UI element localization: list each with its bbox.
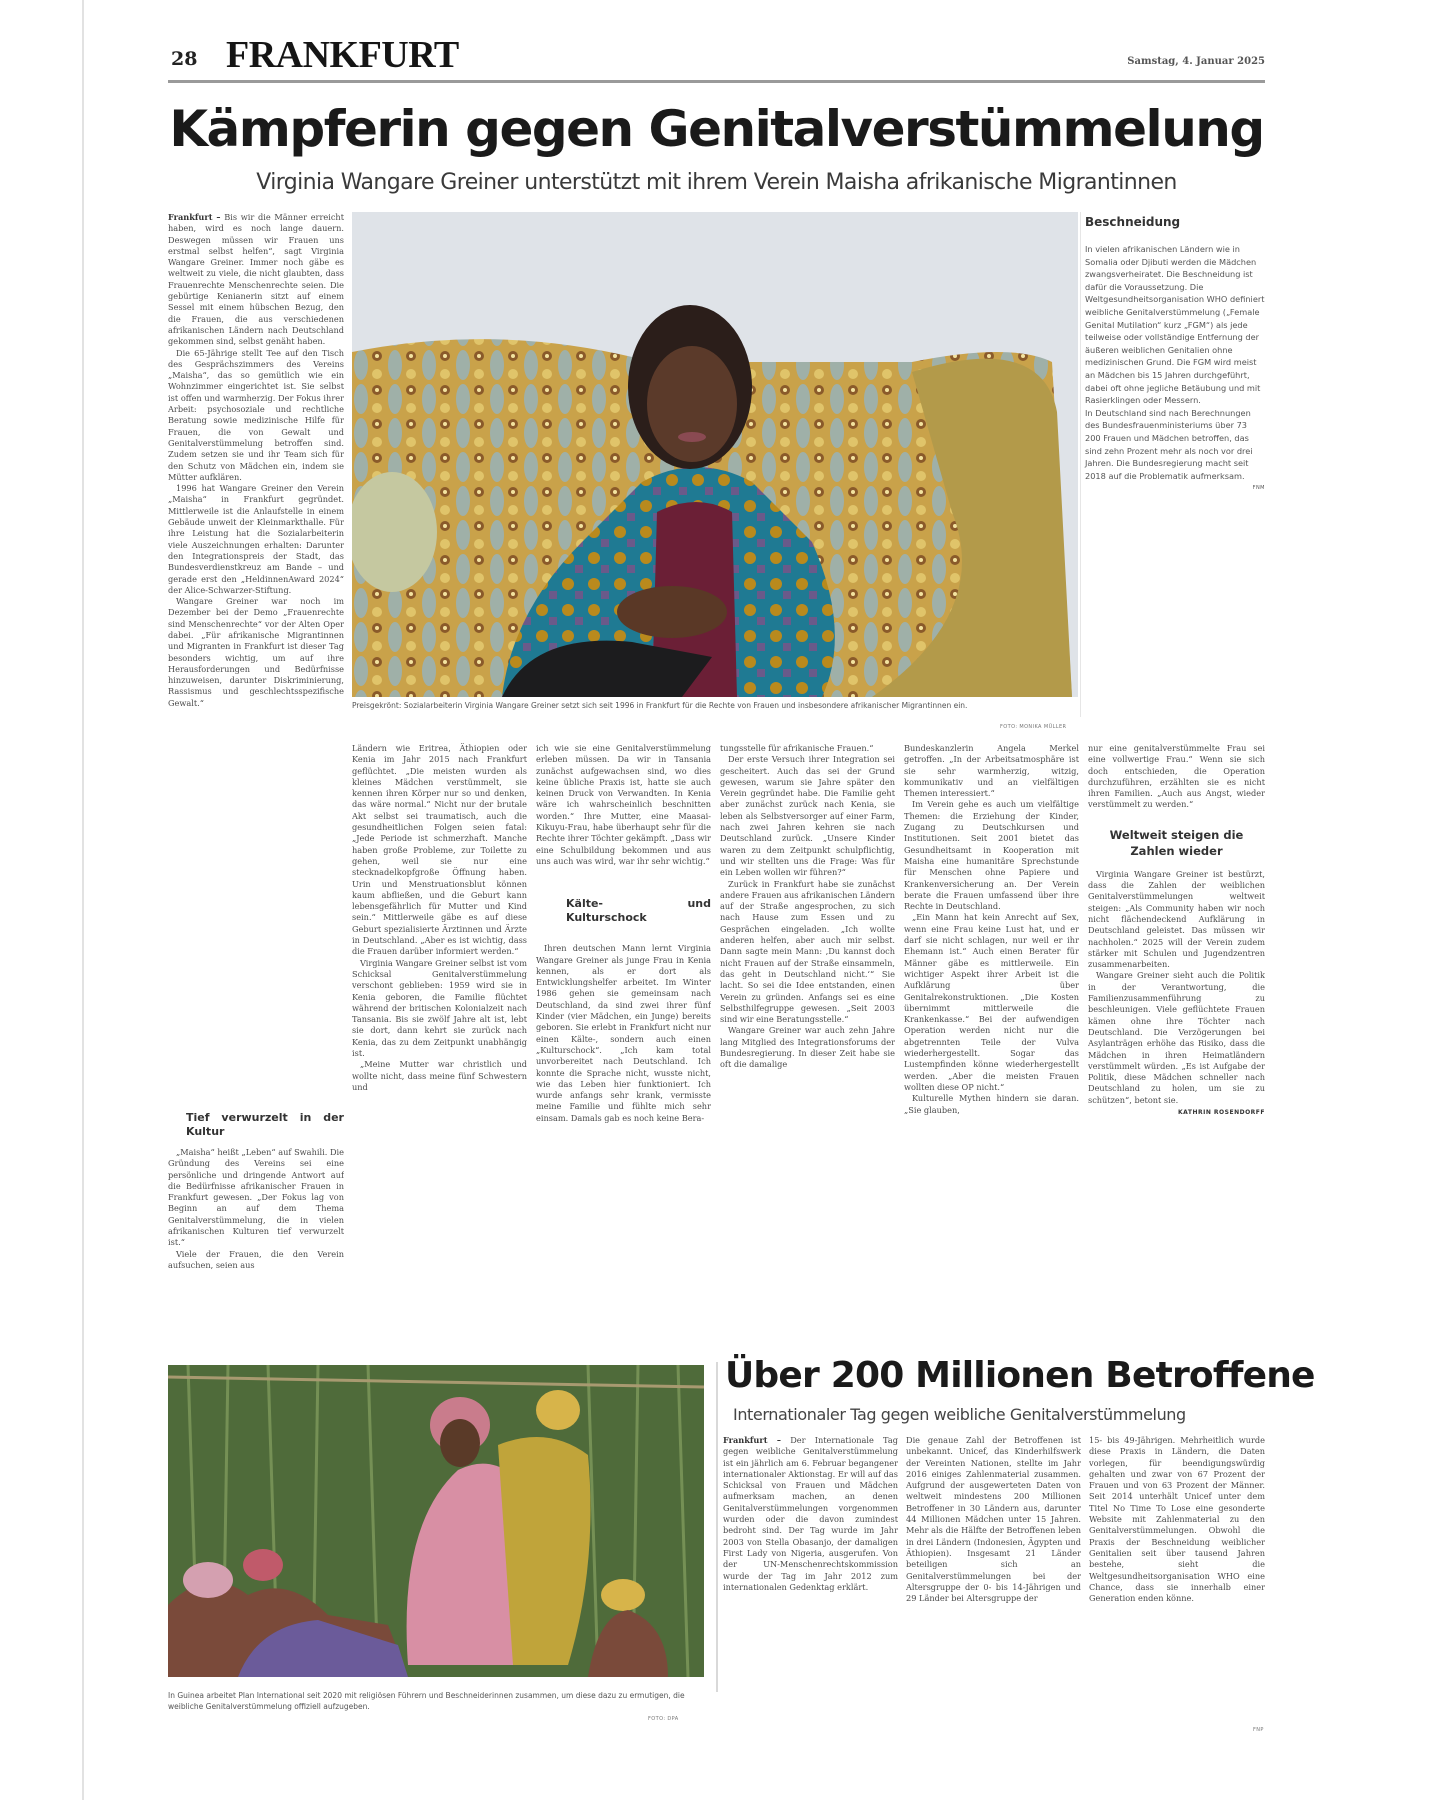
portrait-photo-caption: Preisgekrönt: Sozialarbeiterin Virginia Wangare Greiner setzt sich seit 1996 in Frankfurt für die Rechte von Frauen und insbesondere afrikanischer Migrantinnen ein. [352, 701, 968, 710]
section-title: FRANKFURT [226, 34, 459, 76]
article-headline: Kämpferin gegen Genitalverstümmelung [169, 100, 1264, 158]
info-box-paragraph: In vielen afrikanischen Ländern wie in Somalia oder Djibuti werden die Mädchen zwangsverheiratet. Die Beschneidung ist dafür die Voraussetzung. Die Weltgesundheitsorganisation WHO definiert weibliche Genitalverstümmelung („Female Genital Mutilation“ kurz „FGM“) als jede teilweise oder vollständige Entfernung der äußeren weiblichen Genitalien ohne medizinischen Grund. Die FGM wird meist an Mädchen bis 15 Jahren durchgeführt, dabei oft ohne jegliche Betäubung und mit Rasierklingen oder Messern. [1085, 244, 1265, 406]
article-paragraph: Kulturelle Mythen hindern sie daran. „Sie glauben, [904, 1093, 1079, 1115]
guinea-photo-caption: In Guinea arbeitet Plan International seit 2020 mit religiösen Führern und Beschneiderinnen zusammen, um diese dazu zu ermutigen, die weibliche Genitalverstümmelung offiziell aufzugeben. [168, 1691, 685, 1711]
secondary-paragraph: Die genaue Zahl der Betroffenen ist unbekannt. Unicef, das Kinderhilfswerk der Vereinten Nationen, stellte im Jahr 2016 einiges Zahlenmaterial zusammen. Aufgrund der ausgewerteten Daten von weltweit mindestens 200 Millionen Betroffener in 30 Ländern aus, darunter 44 Millionen Mädchen unter 15 Jahren. Mehr als die Hälfte der Betroffenen leben in drei Ländern (Indonesien, Ägypten und Äthiopien). Insgesamt 21 Länder beteiligen sich an Genitalverstümmelungen bei der Altersgruppe der 0- bis 14-Jährigen und 29 Länder bei Altersgruppe der [906, 1435, 1081, 1604]
article-paragraph: 1996 hat Wangare Greiner den Verein „Maisha“ in Frankfurt gegründet. Mittlerweile ist die Anlaufstelle in einem Gebäude unweit der Kleinmarkthalle. Für ihre Leistung hat die Sozialarbeiterin viele Auszeichnungen erhalten: Darunter den Integrationspreis der Stadt, das Bundesverdienstkreuz am Bande – und gerade erst den „HeldinnenAward 2024“ der Alice-Schwarzer-Stiftung. [168, 483, 344, 595]
portrait-photo-credit: FOTO: MONIKA MÜLLER [1000, 724, 1067, 730]
article-lead-paragraph: Frankfurt – Bis wir die Männer erreicht haben, wird es noch lange dauern. Deswegen müssen wir Frauen uns erstmal selbst helfen“, sagt Virginia Wangare Greiner. Immer noch gäbe es weltweit zu viele, die nicht glaubten, dass Frauenrechte Menschenrechte seien. Die gebürtige Kenianerin sitzt auf einem Sessel mit einem hübschen Bezug, den die Frauen, die aus verschiedenen afrikanischen Ländern nach Deutschland gekommen sind, selbst genäht haben. [168, 212, 344, 347]
article-column-2 [352, 743, 527, 1333]
article-paragraph: Ländern wie Eritrea, Äthiopien oder Kenia im Jahr 2015 nach Frankfurt geflüchtet. „Die meisten wurden als kleines Mädchen verstümmelt, sie kennen ihren Körper nur so und denken, das wäre normal.“ Nicht nur der brutale Akt selbst sei traumatisch, auch die gesundheitlichen Folgen seien fatal: „Jede Periode ist schmerzhaft. Manche haben große Probleme, zur Toilette zu gehen, weil sie nur eine stecknadelkopfgroße Öffnung haben. Urin und Menstruationsblut können kaum abfließen, und die Geburt kann lebensgefährlich für Mutter und Kind sein.“ Mittlerweile gäbe es auf diese Geburt spezialisierte Ärztinnen und Ärzte in Deutschland. „Aber es ist wichtig, dass die Frauen darüber informiert werden.“ [352, 743, 527, 957]
article-paragraph: Virginia Wangare Greiner selbst ist vom Schicksal Genitalverstümmelung verschont geblieben: 1959 wird sie in Kenia geboren, die Familie flüchtet während der britischen Kolonialzeit nach Tansania. Bis sie zwölf Jahre alt ist, lebt sie dort, dann kehrt sie zurück nach Kenia, das zu dem Zeitpunkt unabhängig ist. [352, 957, 527, 1059]
article-column-3 [536, 743, 711, 1333]
article-paragraph: „Ein Mann hat kein Anrecht auf Sex, wenn eine Frau keine Lust hat, und er darf sie nicht schlagen, nur weil er ihr Ehemann ist.“ Auch einen Berater für Männer gäbe es mittlerweile. Ein wichtiger Aspekt ihrer Arbeit ist die Aufklärung über Genitalrekonstruktionen. „Die Kosten übernimmt mittlerweile die Krankenkasse.“ Bei der aufwendigen Operation werden nicht nur die abgetrennten Teile der Vulva wiederhergestellt. Sogar das Lustempfinden könne wiederhergestellt werden. „Aber die meisten Frauen wollten diese OP nicht.“ [904, 912, 1079, 1092]
guinea-photo-image [168, 1365, 704, 1677]
portrait-photo [352, 212, 1078, 697]
article-paragraph: Zurück in Frankfurt habe sie zunächst andere Frauen aus afrikanischen Ländern auf der Straße angesprochen, zu sich nach Hause zum Essen und zu Gesprächen eingeladen. „Ich wollte anderen helfen, aber auch mir selbst. Dann sagte mein Mann: ‚Du kannst doch nicht Frauen auf der Straße einsammeln, das geht in Deutschland nicht.‘“ Sie lacht. So sei die Idee entstanden, einen Verein zu gründen. Anfangs sei es eine Selbsthilfegruppe gewesen. „Seit 2003 sind wir eine Beratungsstelle.“ [720, 878, 895, 1025]
page-number: 28 [171, 48, 198, 70]
article-paragraph: Im Verein gehe es auch um vielfältige Themen: die Erziehung der Kinder, Zugang zu Deutschkursen und Institutionen. Seit 2001 bietet das Gesundheitsamt in Kooperation mit Maisha eine humanitäre Sprechstunde für Menschen ohne Papiere und Krankenversicherung an. Der Verein berate die Frauen umfassend über ihre Rechte in Deutschland. [904, 799, 1079, 912]
article-paragraph: tungsstelle für afrikanische Frauen.“ [720, 743, 874, 753]
article-paragraph: Der erste Versuch ihrer Integration sei gescheitert. Auch das sei der Grund gewesen, warum sie Jahre später den Verein gegründet habe. Die Familie geht aber zunächst zurück nach Kenia, sie leben als Selbstversorger auf einer Farm, nach zwei Jahren kehren sie nach Deutschland zurück. „Unsere Kinder waren zu dem Zeitpunkt schulpflichtig, und wir stellten uns die Frage: Was für ein Leben wollen wir führen?“ [720, 754, 895, 878]
article-paragraph: ich wie sie eine Genitalverstümmelung erleben müssen. Da wir in Tansania zunächst aufgewachsen sind, wo dies keine übliche Praxis ist, hatte sie auch keinen Druck von Verwandten. In Kenia wäre ich wahrscheinlich beschnitten worden.“ Ihre Mutter, eine Maasai-Kikuyu-Frau, habe überhaupt sehr für die Rechte ihrer Töchter gekämpft. „Dass wir eine Schulbildung bekommen und aus uns auch was wird, war ihr sehr wichtig.“ [536, 743, 711, 866]
article-column-6 [1088, 743, 1265, 1343]
guinea-photo-credit: FOTO: DPA [648, 1716, 679, 1722]
article-paragraph: Bundeskanzlerin Angela Merkel getroffen. „In der Arbeitsatmosphäre ist sie sehr warmherzig, witzig, kommunikativ und an vielfältigen Themen interessiert.“ [904, 743, 1079, 799]
portrait-photo-image [352, 212, 1078, 697]
subhead-kaelte-kulturschock: Kälte- und Kulturschock [566, 897, 711, 925]
article-paragraph: Wangare Greiner war auch zehn Jahre lang Mitglied des Integrationsforums der Bundesregierung. In dieser Zeit habe sie oft die damalige [720, 1025, 895, 1070]
masthead [168, 30, 1265, 83]
page-edge-divider [82, 0, 84, 1800]
article-paragraph: nur eine genitalverstümmelte Frau sei eine vollwertige Frau.“ Wenn sie sich doch entschieden, die Operation durchzuführen, erzählten sie es nicht ihren Familien. „Auch aus Angst, wieder verstümmelt zu werden.“ [1088, 743, 1265, 810]
info-box-paragraph: In Deutschland sind nach Berechnungen des Bundesfrauenministeriums über 73 200 Frauen und Mädchen betroffen, das sind zehn Prozent mehr als noch vor drei Jahren. Die Bundesregierung macht seit 2018 auf die Problematik aufmerksam. [1085, 407, 1253, 481]
article-column-1b [168, 1105, 344, 1330]
article-paragraph: Viele der Frauen, die den Verein aufsuchen, seien aus [168, 1248, 344, 1270]
dateline: Frankfurt – [168, 212, 221, 222]
dateline: Frankfurt – [723, 1435, 782, 1445]
secondary-headline: Über 200 Millionen Betroffene [725, 1355, 1315, 1396]
secondary-subheadline: Internationaler Tag gegen weibliche Genitalverstümmelung [733, 1405, 1186, 1424]
issue-date: Samstag, 4. Januar 2025 [1127, 56, 1265, 67]
secondary-column-1 [723, 1435, 898, 1735]
article-paragraph: Ihren deutschen Mann lernt Virginia Wangare Greiner als junge Frau in Kenia kennen, als er dort als Entwicklungshelfer arbeitet. Im Winter 1986 gehen sie gemeinsam nach Deutschland, da sind zwei ihrer fünf Kinder (vier Mädchen, ein Junge) bereits geboren. Sie erlebt in Frankfurt nicht nur einen Kälte-, sondern auch einen „Kulturschock“. „Ich kam total unvorbereitet nach Deutschland. Ich konnte die Sprache nicht, wusste nicht, wie das Leben hier funktioniert. Ich wurde anfangs sehr krank, vermisste meine Familie und fühlte mich sehr einsam. Damals gab es noch keine Bera- [536, 943, 711, 1123]
secondary-article-divider [716, 1362, 718, 1692]
article-column-1 [168, 212, 344, 1097]
article-paragraph: Wangare Greiner sieht auch die Politik in der Verantwortung, die Familienzusammenführung zu beschleunigen. Viele geflüchtete Frauen kämen ohne ihre Töchter nach Deutschland. Die Verzögerungen bei Asylanträgen erhöhe das Risiko, dass die Mädchen in ihren Heimatländern verstümmelt würden. „Es ist Aufgabe der Politik, diese Mädchen schneller nach Deutschland zu holen, um sie zu schützen“, betont sie. [1088, 970, 1265, 1105]
secondary-paragraph: 15- bis 49-Jährigen. Mehrheitlich wurde diese Praxis in Ländern, die Daten vorlegen, für beendigungswürdig gehalten und zwar von 67 Prozent der Frauen und von 63 Prozent der Männer. Seit 2014 unterhält Unicef unter dem Titel No Time To Lose eine gesonderte Website mit Zahlenmaterial zu den Genitalverstümmelungen. Obwohl die Praxis der Beschneidung weiblicher Genitalien seit über tausend Jahren bestehe, sieht die Weltgesundheitsorganisation WHO eine Chance, dass sie innerhalb einer Generation enden könne. [1089, 1435, 1265, 1604]
info-box-title: Beschneidung [1085, 215, 1181, 229]
sidebar-divider [1080, 212, 1081, 717]
article-column-4 [720, 743, 895, 1333]
info-box-beschneidung [1085, 215, 1265, 495]
secondary-column-2 [906, 1435, 1081, 1735]
subhead-tief-verwurzelt: Tief verwurzelt in der Kultur [186, 1111, 344, 1138]
secondary-column-3 [1089, 1435, 1265, 1725]
article-paragraph: „Maisha“ heißt „Leben“ auf Swahili. Die Gründung des Vereins sei eine persönliche und dringende Antwort auf die Bedürfnisse afrikanischer Frauen in Frankfurt gewesen. „Der Fokus lag von Beginn an auf dem Thema Genitalverstümmelung, die in vielen afrikanischen Kulturen tief verwurzelt ist.“ [168, 1147, 344, 1248]
info-box-credit: FNM [1252, 485, 1265, 492]
article-subheadline: Virginia Wangare Greiner unterstützt mit ihrem Verein Maisha afrikanische Migrantinnen [256, 170, 1177, 195]
article-column-5 [904, 743, 1079, 1333]
guinea-photo [168, 1365, 704, 1677]
subhead-weltweit-steigen: Weltweit steigen die Zahlen wieder [1109, 827, 1244, 858]
article-paragraph: Die 65-Jährige stellt Tee auf den Tisch des Gesprächszimmers des Vereins „Maisha“, das so gemütlich wie ein Wohnzimmer eingerichtet ist. Sie selbst ist offen und warmherzig. Der Fokus ihrer Arbeit: psychosoziale und rechtliche Beratung sowie medizinische Hilfe für Frauen, die von Gewalt und Genitalverstümmelung betroffen sind. Zudem setzen sie und ihr Team sich für den Schutz von Mädchen ein, indem sie Mütter aufklären. [168, 347, 344, 482]
secondary-credit: FNP [1253, 1727, 1264, 1733]
article-paragraph: Wangare Greiner war noch im Dezember bei der Demo „Frauenrechte sind Menschenrechte“ vor der Alten Oper dabei. „Für afrikanische Migrantinnen und Migranten in Frankfurt ist dieser Tag besonders wichtig, um auf ihre Herausforderungen und Bedürfnisse hinzuweisen, darunter Diskriminierung, Rassismus und geschlechtsspezifische Gewalt.“ [168, 596, 344, 708]
secondary-paragraph: Frankfurt – Der Internationale Tag gegen weibliche Genitalverstümmelung ist ein jährlich am 6. Februar begangener internationaler Aktionstag. Er will auf das Schicksal von Frauen und Mädchen aufmerksam machen, an denen Genitalverstümmelungen vorgenommen wurden oder die davon zumindest bedroht sind. Der Tag wurde im Jahr 2003 von Stella Obasanjo, der damaligen First Lady von Nigeria, ausgerufen. Von der UN-Menschenrechtskommission wurde der Tag im Jahr 2012 zum internationalen Gedenktag erklärt. [723, 1435, 898, 1592]
article-paragraph: „Meine Mutter war christlich und wollte nicht, dass meine fünf Schwestern und [352, 1059, 527, 1092]
article-paragraph: Virginia Wangare Greiner ist bestürzt, dass die Zahlen der weiblichen Genitalverstümmelungen weltweit steigen: „Als Community haben wir noch nicht flächendeckend Aufklärung in Deutschland geleistet. Das müssen wir nachholen.“ 2025 will der Verein zudem stärker mit Schulen und Jugendzentren zusammenarbeiten. [1088, 868, 1265, 970]
author-byline: KATHRIN ROSENDORFF [1178, 1109, 1265, 1117]
